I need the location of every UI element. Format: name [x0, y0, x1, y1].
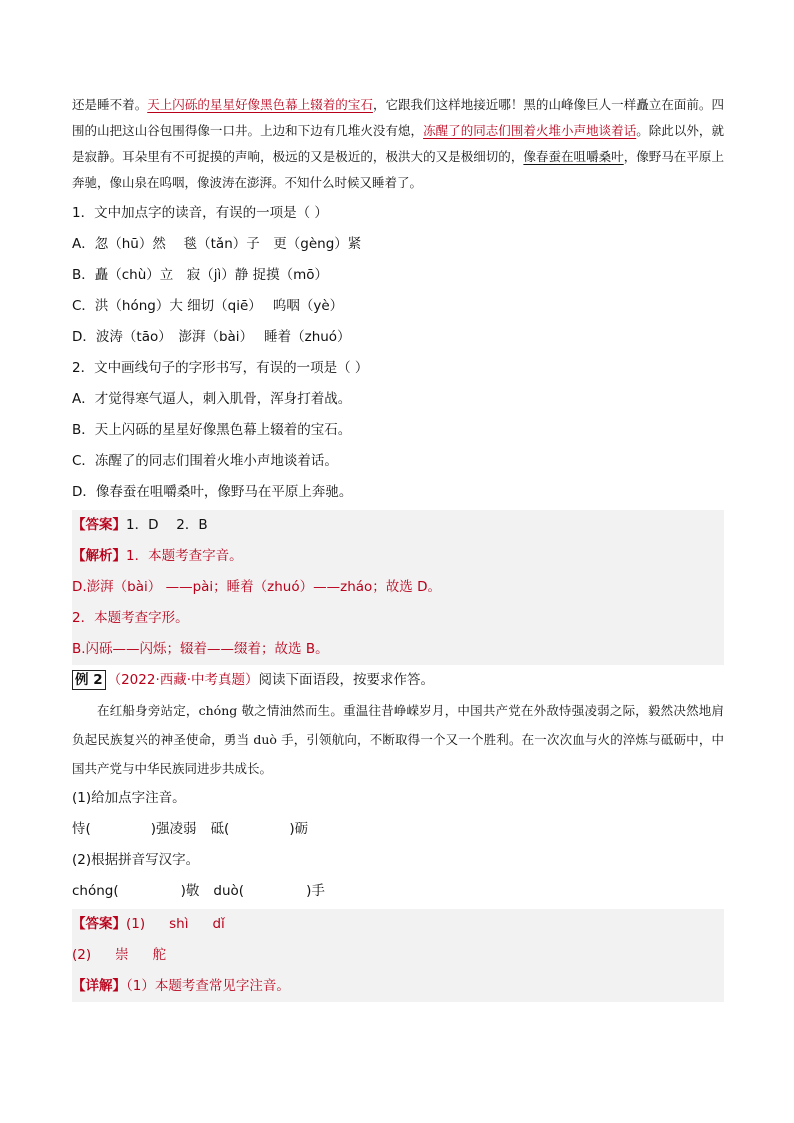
question-1-option-c: C．洪（hóng）大 细切（qiē） 呜咽（yè） — [72, 298, 344, 314]
passage-text: 还是睡不着。 — [72, 97, 148, 112]
answer-line — [72, 510, 724, 541]
answer-text: dǐ — [212, 916, 225, 932]
answer-text: 崇 — [115, 947, 129, 963]
answer-text: 舵 — [152, 947, 167, 963]
question-1-stem: 1．文中加点字的读音，有误的一项是（ ） — [72, 205, 328, 221]
fill-line-1 — [72, 814, 724, 845]
question-2-option-c: C．冻醒了的同志们围着火堆小声地谈着话。 — [72, 453, 338, 469]
example-instruction: 阅读下面语段，按要求作答。 — [258, 672, 435, 688]
detail-text: （1）本题考查常见字注音。 — [126, 978, 290, 994]
analysis-detail-3: B.闪砾——闪烁；辍着——缀着；故选 B。 — [72, 641, 329, 657]
answer-line — [72, 940, 724, 971]
reading-passage — [72, 92, 724, 196]
fill-text: 恃( — [72, 821, 91, 837]
fill-text: )敬 — [180, 883, 200, 899]
answer-line — [72, 909, 724, 940]
analysis-line — [72, 541, 724, 572]
analysis-text: 1．本题考查字音。 — [126, 548, 243, 564]
passage-text: 。除此以外，就是寂静。耳朵里有不可捉摸的声响，极远的又是极近的，极洪大的又是极细切的， — [72, 123, 724, 164]
fill-text: )砺 — [289, 821, 309, 837]
answer-text: 1．D 2．B — [126, 517, 208, 533]
question-2-option-a: A．才觉得寒气逼人，刺入肌骨，浑身打着战。 — [72, 391, 352, 407]
example-2-passage: 在红船身旁站定，chóng 敬之情油然而生。重温往昔峥嵘岁月，中国共产党在外敌恃强凌弱之际，毅然决然地肩负起民族复兴的神圣使命，勇当 duò 手，引领航向，不断取得一个又一个胜利。在一次次血与火的淬炼与砥砺中，中国共产党与中华民族同进步共成长。 — [72, 703, 724, 776]
analysis-detail-1: D.澎湃（bài） ——pài；睡着（zhuó）——zháo；故选 D。 — [72, 579, 441, 595]
fill-text: )强凌弱 — [150, 821, 197, 837]
example-label: 例 2 — [72, 670, 106, 690]
answer-text: (2) — [72, 947, 92, 963]
question-1-option-d: D．波涛（tāo） 澎湃（bài） 睡着（zhuó） — [72, 329, 351, 345]
document-page — [72, 92, 724, 1002]
answer-text: shì — [169, 916, 189, 932]
passage-text: ，像野马在平原上奔驰，像山泉在呜咽，像波涛在澎湃。不知什么时候又睡着了。 — [72, 149, 724, 190]
question-1-option-a: A．忽（hū）然 毯（tǎn）子 更（gèng）紧 — [72, 236, 362, 252]
passage-underlined-sentence-2: 冻醒了的同志们围着火堆小声地谈着话 — [423, 123, 637, 138]
fill-text: 砥( — [210, 821, 230, 837]
passage-underlined-sentence-3: 像春蚕在咀嚼桑叶 — [523, 149, 624, 164]
fill-text: duò( — [213, 883, 245, 899]
analysis-detail-2: 2．本题考查字形。 — [72, 610, 189, 626]
example-source: （2022·西藏·中考真题） — [107, 672, 259, 688]
answer-block-2 — [72, 909, 724, 1002]
answer-tag: 【答案】 — [72, 916, 126, 932]
question-2-option-b: B．天上闪砾的星星好像黑色幕上辍着的宝石。 — [72, 422, 352, 438]
answer-tag: 【答案】 — [72, 517, 126, 533]
analysis-tag: 【解析】 — [72, 548, 126, 564]
answer-block-1 — [72, 510, 724, 665]
example-2-header — [72, 665, 724, 696]
fill-text: chóng( — [72, 883, 119, 899]
sub-question-1: (1)给加点字注音。 — [72, 790, 186, 806]
detail-tag: 【详解】 — [72, 978, 126, 994]
detail-line — [72, 971, 724, 1002]
question-1-option-b: B．矗（chù）立 寂（jì）静 捉摸（mō） — [72, 267, 328, 283]
fill-text: )手 — [306, 883, 325, 899]
answer-text: (1) — [126, 916, 146, 932]
question-2-stem: 2．文中画线句子的字形书写，有误的一项是（ ） — [72, 360, 369, 376]
sub-question-2: (2)根据拼音写汉字。 — [72, 852, 200, 868]
passage-text: ，它跟我们这样地接近哪！黑的山峰像巨人一样矗立在面前。四围的山把这山谷包围得像一口井。上边和下边有几堆火没有熄， — [72, 97, 724, 138]
fill-line-2 — [72, 876, 724, 907]
passage-underlined-sentence-1: 天上闪砾的星星好像黑色幕上辍着的宝石 — [147, 97, 373, 112]
question-2-option-d: D．像春蚕在咀嚼桑叶，像野马在平原上奔驰。 — [72, 484, 353, 500]
